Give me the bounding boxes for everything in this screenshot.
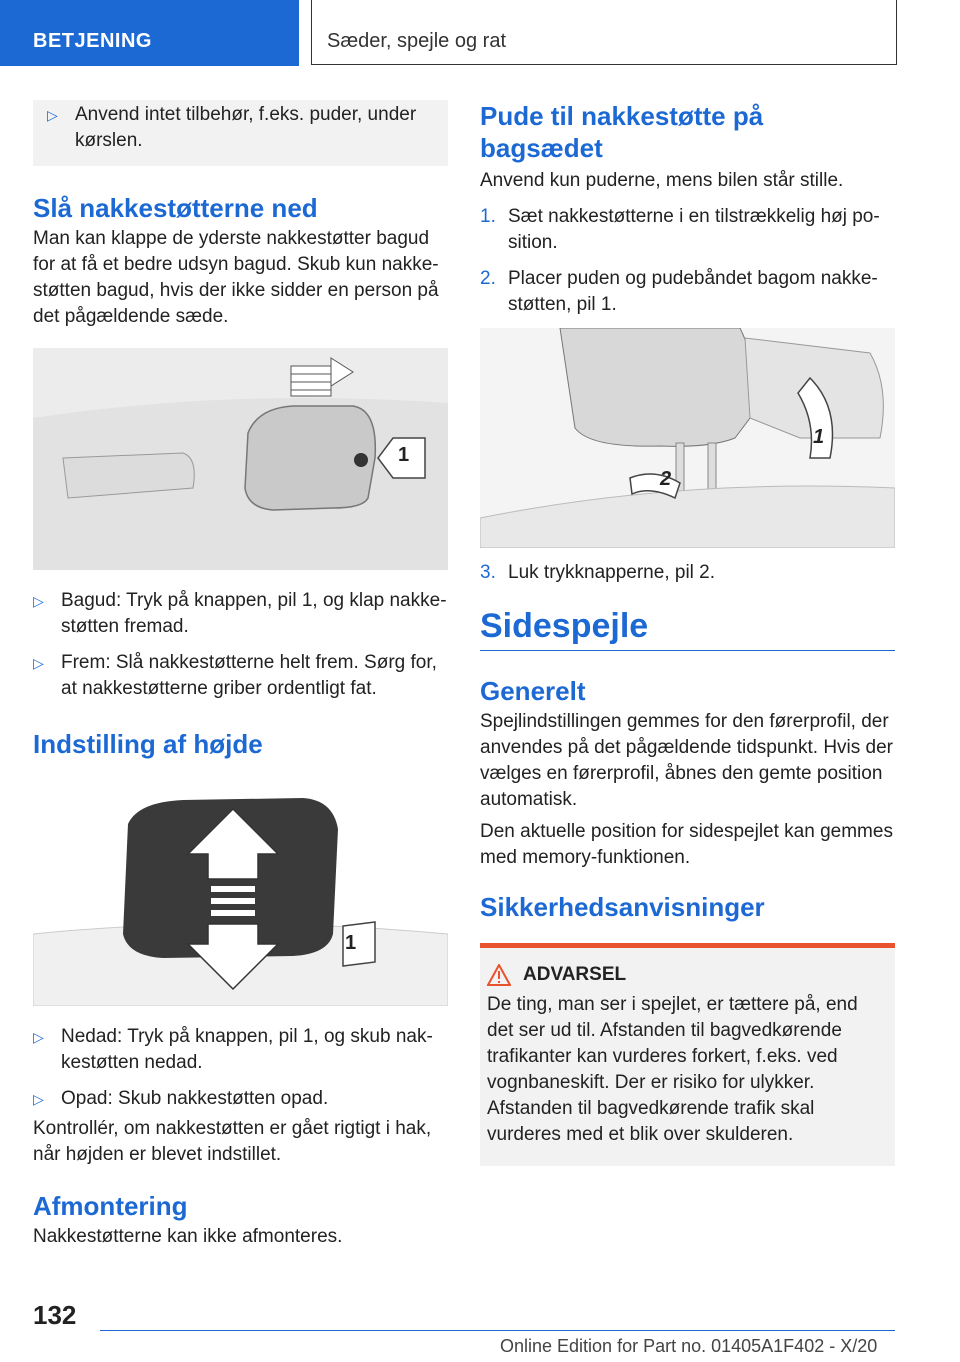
step-item <box>480 266 895 318</box>
step-text: Sæt nakkestøtterne i en tilstrækkelig høj position. <box>508 206 880 253</box>
step-text: Placer puden og pudebåndet bagom nakkestøtten, pil 1. <box>508 268 878 315</box>
triangle-right-icon: ▷ <box>33 593 44 609</box>
heading-remove: Afmontering <box>33 1191 188 1221</box>
chapter-heading-box <box>480 606 895 651</box>
bullet-down: Nedad: Tryk på knappen, pil 1, og skub nakkestøtten nedad. <box>61 1026 433 1073</box>
bullet-back: Bagud: Tryk på knappen, pil 1, og klap nakkestøtten fremad. <box>61 590 447 637</box>
step-text: Luk trykknapperne, pil 2. <box>508 562 716 583</box>
callout-1: 1 <box>398 444 410 466</box>
right-column <box>480 100 895 1166</box>
left-column <box>33 100 448 1250</box>
heading-safety: Sikkerhedsanvisninger <box>480 892 765 922</box>
paragraph-general-2: Den aktuelle position for sidespejlet kan gemmes med memory-funktionen. <box>480 821 893 868</box>
callout-1: 1 <box>813 426 825 448</box>
note-item <box>47 102 434 154</box>
bullet-front: Frem: Slå nakkestøtterne helt frem. Sørg for, at nakkestøtterne griber ordentligt fat. <box>61 652 437 699</box>
heading-general: Generelt <box>480 676 586 706</box>
step-item <box>480 560 895 586</box>
warning-header <box>487 964 887 986</box>
headrest-fold-illustration <box>33 348 448 570</box>
heading-mirrors: Sidespejle <box>480 607 649 645</box>
triangle-right-icon: ▷ <box>33 655 44 671</box>
triangle-right-icon: ▷ <box>33 1029 44 1045</box>
step-number: 1. <box>480 206 496 227</box>
list-item <box>33 1086 448 1112</box>
footer-rule <box>100 1330 895 1331</box>
callout-1: 1 <box>345 932 357 954</box>
triangle-right-icon: ▷ <box>47 107 58 123</box>
warning-text: De ting, man ser i spejlet, er tættere på, end det ser ud til. Afstanden til bagvedkørende trafikanter kan vurderes forkert, f.eks. ved vognbaneskift. Der er risiko for ulykker. Afstanden til bagvedkørende trafik skal vurderes med et blik over skulderen. <box>487 994 858 1145</box>
paragraph-fold: Man kan klappe de yderste nakkestøtter bagud for at få et bedre udsyn bagud. Skub kun nakkestøtten bagud, hvis der ikke sidder en person på det pågældende sæde. <box>33 228 439 327</box>
footer-edition: Online Edition for Part no. 01405A1F402 - X/20 <box>500 1336 878 1356</box>
paragraph-remove: Nakkestøtterne kan ikke afmonteres. <box>33 1226 343 1247</box>
bullet-up: Opad: Skub nakkestøtten opad. <box>61 1088 329 1109</box>
step-item <box>480 204 895 256</box>
triangle-right-icon: ▷ <box>33 1091 44 1107</box>
list-item <box>33 650 448 702</box>
paragraph-general-1: Spejlindstillingen gemmes for den førerprofil, der anvendes på det pågældende tidspunkt. Hvis der vælges en førerprofil, åbnes den gemte position automatisk. <box>480 711 893 810</box>
section-tab <box>0 0 299 66</box>
page-title-box <box>311 0 897 65</box>
step-number: 2. <box>480 268 496 289</box>
list-item <box>33 1024 448 1076</box>
heading-height: Indstilling af højde <box>33 729 263 759</box>
callout-2: 2 <box>660 468 672 490</box>
paragraph-pillow: Anvend kun puderne, mens bilen står stille. <box>480 170 844 191</box>
headrest-height-illustration <box>33 784 448 1006</box>
section-label: BETJENING <box>33 30 152 52</box>
warning-triangle-icon <box>487 964 511 986</box>
page-title: Sæder, spejle og rat <box>327 30 506 52</box>
warning-title: ADVARSEL <box>523 964 627 985</box>
page-number: 132 <box>33 1300 77 1330</box>
heading-pillow: Pude til nakkestøtte på bagsædet <box>480 101 764 163</box>
warning-box <box>480 943 895 1166</box>
note-text: Anvend intet tilbehør, f.eks. puder, under kørslen. <box>75 104 417 151</box>
step-number: 3. <box>480 562 496 583</box>
pillow-illustration <box>480 328 895 548</box>
list-item <box>33 588 448 640</box>
note-box <box>33 100 448 166</box>
paragraph-check: Kontrollér, om nakkestøtten er gået rigtigt i hak, når højden er blevet indstillet. <box>33 1118 432 1165</box>
heading-fold: Slå nakkestøtterne ned <box>33 193 318 223</box>
